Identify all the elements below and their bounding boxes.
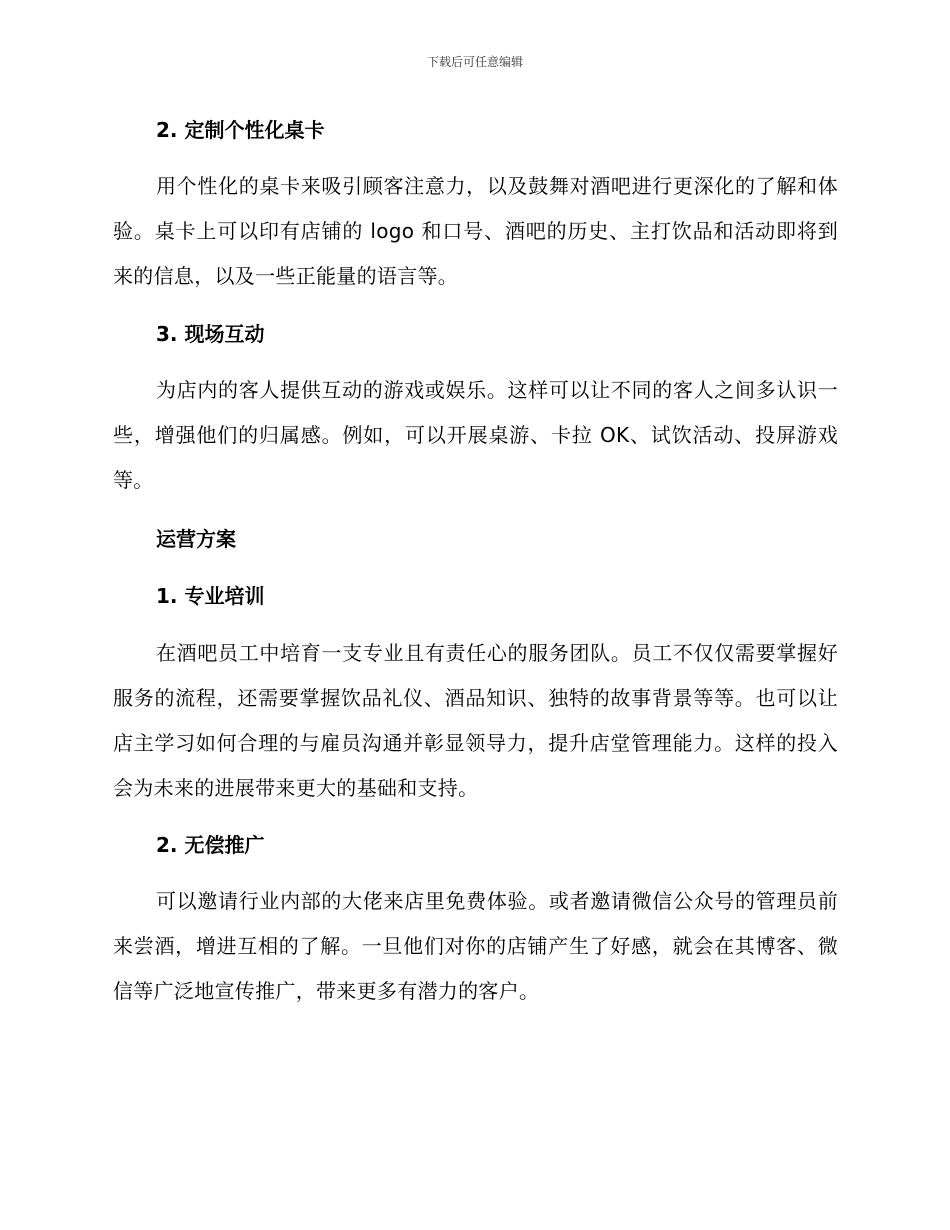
- section-heading-free-promotion: 2. 无偿推广: [156, 833, 265, 857]
- section-heading-operation-plan: 运营方案: [156, 527, 236, 551]
- page-header: 下载后可任意编辑: [426, 55, 523, 69]
- section-heading-custom-table-cards: 2. 定制个性化桌卡: [156, 118, 325, 142]
- section-heading-professional-training: 1. 专业培训: [156, 584, 265, 608]
- paragraph-custom-table-cards: 用个性化的桌卡来吸引顾客注意力，以及鼓舞对酒吧进行更深化的了解和体验。桌卡上可以印有店铺的 logo 和口号、酒吧的历史、主打饮品和活动即将到来的信息，以及一些正能量的语言等。: [113, 174, 838, 288]
- paragraph-free-promotion: 可以邀请行业内部的大佬来店里免费体验。或者邀请微信公众号的管理员前来尝酒，增进互相的了解。一旦他们对你的店铺产生了好感，就会在其博客、微信等广泛地宣传推广，带来更多有潜力的客户。: [113, 889, 838, 1003]
- paragraph-onsite-interaction: 为店内的客人提供互动的游戏或娱乐。这样可以让不同的客人之间多认识一些，增强他们的归属感。例如，可以开展桌游、卡拉 OK、试饮活动、投屏游戏等。: [113, 378, 838, 492]
- paragraph-professional-training: 在酒吧员工中培育一支专业且有责任心的服务团队。员工不仅仅需要掌握好服务的流程，还需要掌握饮品礼仪、酒品知识、独特的故事背景等等。也可以让店主学习如何合理的与雇员沟通并彰显领导力，提升店堂管理能力。这样的投入会为未来的进展带来更大的基础和支持。: [113, 641, 838, 800]
- section-heading-onsite-interaction: 3. 现场互动: [156, 322, 265, 346]
